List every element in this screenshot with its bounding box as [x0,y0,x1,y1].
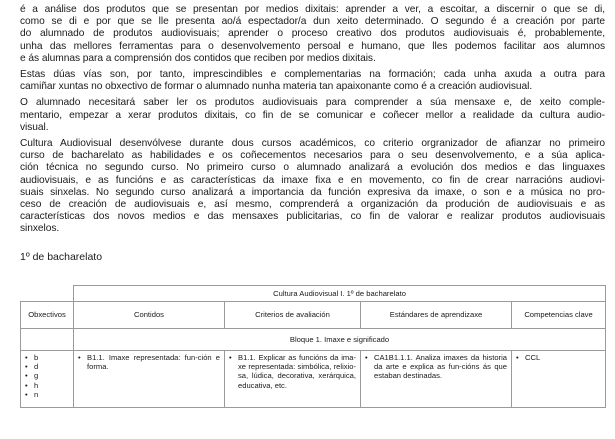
column-header-objectives: Obxectivos [21,302,74,329]
paragraph-line: do alumnado de produtos audiovisuais; aprender o proceso creativo dos produtos audiovisuais é, probablemente, [20,28,605,40]
block-spacer-cell [21,329,74,351]
table-title: Cultura Audiovisual I. 1º de bacharelato [74,286,606,302]
paragraph-line: mentario, empezar a xerar produtos dixitais, co fin de se comunicar e coñecer mellor a realidade da cultura audio- [20,109,605,121]
paragraph-line: audiovisuais, e as funcións e as características da imaxe fixa e en movemento, co fin de crear narracións audiovi- [20,174,605,186]
paragraph-line: Estas dúas vías son, por tanto, imprescindibles e complementarias na formación; cada unha axuda a outra para [20,69,605,81]
objectives-list [25,353,69,399]
column-header-contents: Contidos [74,302,225,329]
paragraph-line: camiñar xuntas no obxectivo de formar o alumnado nunha materia tan apaixonante como é a creación audiovisual. [20,81,533,93]
paragraph-line: como se di e por que se lle presenta ao/á espectador/a dun xeito determinado. O segundo é a creación por parte [20,16,605,28]
curriculum-table [20,285,606,408]
section-heading: 1º de bacharelato [20,250,103,263]
paragraph-line: ceso de creación de audiovisuais e, así mesmo, comprenderá a organización da produción de audiovisuais e as [20,199,605,211]
competences-cell [512,351,606,408]
standards-cell [361,351,512,408]
contents-cell [74,351,225,408]
paragraph-line: é a análise dos produtos que se presentan por medios dixitais: aprender a ver, a escoitar, a discernir o que se di, [20,4,605,15]
document-page [20,4,605,272]
paragraph-line: características dos novos medios e das mensaxes publicitarias, co fin de valorar e realizar produtos audiovisuais [20,211,605,223]
objective-item: • g [25,371,69,380]
column-header-competences: Competencias clave [512,302,606,329]
paragraph-line: visual. [20,121,49,133]
paragraph-line: sinxelos. [20,223,60,235]
criterion-item: • B1.1. Explicar as funcións da ima-xe representada: simbólica, relixio-sa, lúdica, decorativa, xerárquica, educativa, etc. [229,353,356,390]
column-header-standards: Estándares de aprendizaxe [361,302,512,329]
paragraph-line: ción técnica no segundo curso. No primeiro curso o alumnado analizará a evolución dos medios e das linguaxes [20,162,605,174]
objective-item: • n [25,390,69,399]
table-corner-cell [21,286,74,302]
paragraph-line: e ás alumnas para a comprensión dos contidos que reciben por medios dixitais. [20,52,376,64]
objectives-cell [21,351,74,408]
table-row [21,351,606,408]
column-header-criteria: Criterios de avaliación [225,302,361,329]
standard-item: • CA1B1.1.1. Analiza imaxes da historia da arte e explica as fun-cións ás que estaban destinadas. [365,353,507,381]
objective-item: • d [25,362,69,371]
competence-item: • CCL [516,353,601,362]
objective-item: • h [25,381,69,390]
paragraph-line: curso de bacharelato as habilidades e os coñecementos necesarios para o seu desenvolvemento, e a súa aplica- [20,150,605,162]
body-text [20,4,605,236]
criteria-cell [225,351,361,408]
paragraph-line: unha das mellores ferramentas para o desenvolvemento persoal e humano, que lles podemos facilitar aos alumnos [20,40,605,52]
paragraph-line: suais sinxelas. No segundo curso analizará a importancia da función expresiva da imaxe, o son e a música no pro- [20,186,605,198]
block-title: Bloque 1. Imaxe e significado [74,329,606,351]
body-paragraph [20,138,605,236]
content-item: • B1.1. Imaxe representada: fun-ción e forma. [78,353,220,371]
objective-item: • b [25,353,69,362]
paragraph-line: O alumnado necesitará saber ler os produtos audiovisuais para comprender a súa mensaxe e, de xeito comple- [20,97,605,109]
body-paragraph [20,69,605,93]
body-paragraph [20,4,605,65]
body-paragraph [20,97,605,134]
paragraph-line: Cultura Audiovisual desenvólvese durante dous cursos académicos, co criterio orgranizador de afianzar no primeiro [20,138,605,150]
